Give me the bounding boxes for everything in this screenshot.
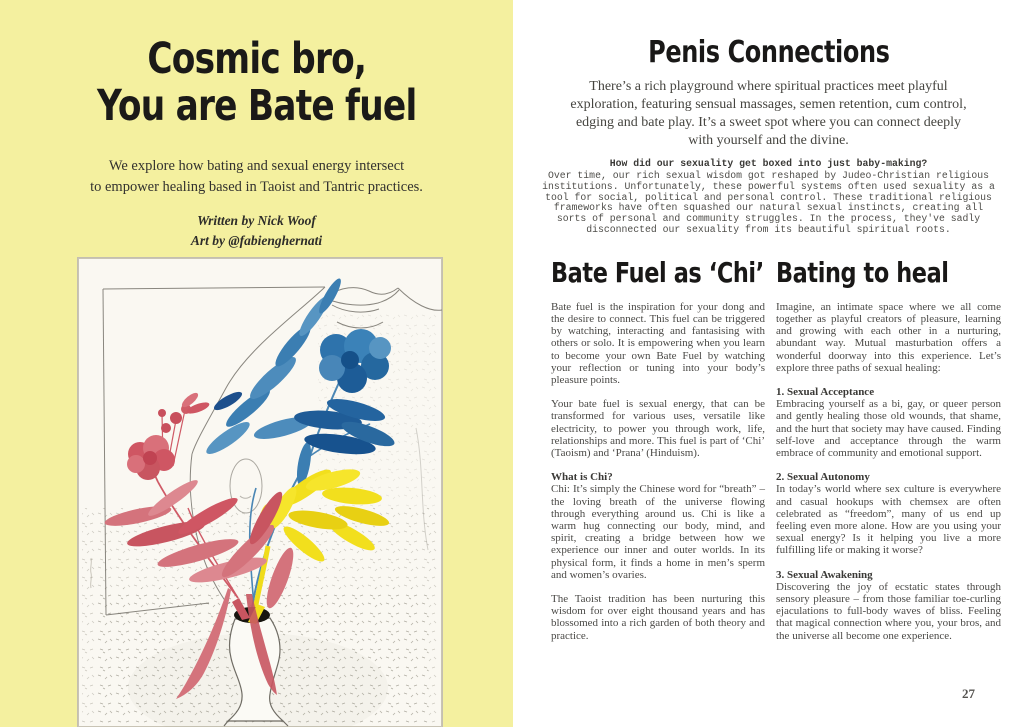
page-number: 27	[962, 686, 975, 701]
credits	[0, 211, 513, 251]
qa-question: How did our sexuality get boxed into just baby-making?	[609, 158, 928, 169]
two-column-body	[551, 255, 1001, 654]
body-paragraph: Discovering the joy of ecstatic states through sensory pleasure – from those familiar toe-curling ejaculations to full-body waves of bliss. Feeling that magical connection where you, your bros, and the universe all become one experience.	[776, 580, 1001, 642]
article-title-line1: Cosmic bro,	[147, 34, 366, 84]
column-heading: Bate Fuel as ‘Chi’	[551, 255, 764, 289]
column-bating-to-heal	[776, 255, 1001, 654]
body-paragraph: Embracing yourself as a bi, gay, or queer person and gently healing those old wounds, that shame, and the hurt that society may have caused. Finding self-love and acceptance through the warm embrace of community and emotional support.	[776, 398, 1001, 460]
column-bate-fuel-as-chi	[551, 255, 765, 654]
column-heading: Bating to heal	[776, 255, 949, 289]
qa-block	[541, 158, 997, 236]
watercolor-illustration-svg	[78, 258, 442, 727]
section-intro: There’s a rich playground where spiritual practices meet playful exploration, featuring sensual massages, semen retention, cum control, edging and bate play. It’s a sweet spot where you can connect deeply with yourself and the divine.	[570, 79, 967, 148]
section-header: Penis Connections	[647, 35, 890, 70]
body-paragraph: In today’s world where sex culture is everywhere and casual hookups with chemsex are often celebrated as “freedom”, many of us end up feeling even more alone. How are you using your sexual energy? Is it helping you live a more fulfilling life or making it worse?	[776, 483, 1001, 557]
subtitle-line2: to empower healing based in Taoist and Tantric practices.	[90, 179, 423, 195]
subtitle-line1: We explore how bating and sexual energy intersect	[108, 158, 405, 174]
article-title-line2: You are Bate fuel	[96, 81, 417, 131]
body-paragraph: Imagine, an intimate space where we all come together as playful creators of pleasure, learning and growing with each other in a nurturing, abundant way. Mutual masturbation offers a wonderful doorway into this experience. Let’s explore three paths of sexual healing:	[776, 300, 1001, 374]
body-paragraph: Your bate fuel is sexual energy, that can be transformed for various uses, versatile like electricity, to power you through work, life, relationships and more. This fuel is part of ‘Chi’ (Taoism) and ‘Prana’ (Hinduism).	[551, 398, 765, 460]
article-subtitle	[18, 156, 495, 198]
body-paragraph: The Taoist tradition has been nurturing this wisdom for over eight thousand years and has blossomed into a rich garden of both theory and practice.	[551, 593, 765, 642]
subheading-sexual-autonomy: 2. Sexual Autonomy	[776, 471, 870, 484]
qa-answer: Over time, our rich sexual wisdom got reshaped by Judeo-Christian religious institutions. Unfortunately, these powerful systems often used sexuality as a tool for social, political and personal control. These traditional religious frameworks have often squashed our natural sexual instincts, creating all sorts of personal and community struggles. In the process, they've sadly disconnected our sexuality from its beautiful spiritual roots.	[542, 170, 995, 235]
subheading-what-is-chi: What is Chi?	[551, 471, 613, 484]
artist-credit: Art by @fabienghernati	[190, 233, 323, 248]
page-right	[513, 0, 1024, 727]
body-paragraph: Bate fuel is the inspiration for your dong and the desire to connect. This fuel can be triggered by watching, interacting and fantasising with others or solo. It is empowering when you learn to become your own Bate Fuel by watching your reflection or tuning into your body’s pleasure points.	[551, 300, 765, 386]
article-title	[0, 36, 513, 130]
writer-credit: Written by Nick Woof	[197, 213, 316, 228]
body-paragraph: Chi: It’s simply the Chinese word for “breath” – the loving breath of the universe flowing through everything around us. Chi is like a warm hug connecting our body, mind, and spirit, creating a bridge between how we experience our inner and outer worlds. In its physical form, it finds a home in men’s sperm and women’s ovaries.	[551, 483, 765, 581]
subheading-sexual-awakening: 3. Sexual Awakening	[776, 568, 873, 581]
subheading-sexual-acceptance: 1. Sexual Acceptance	[776, 386, 875, 398]
flower-vase-illustration	[78, 258, 442, 727]
